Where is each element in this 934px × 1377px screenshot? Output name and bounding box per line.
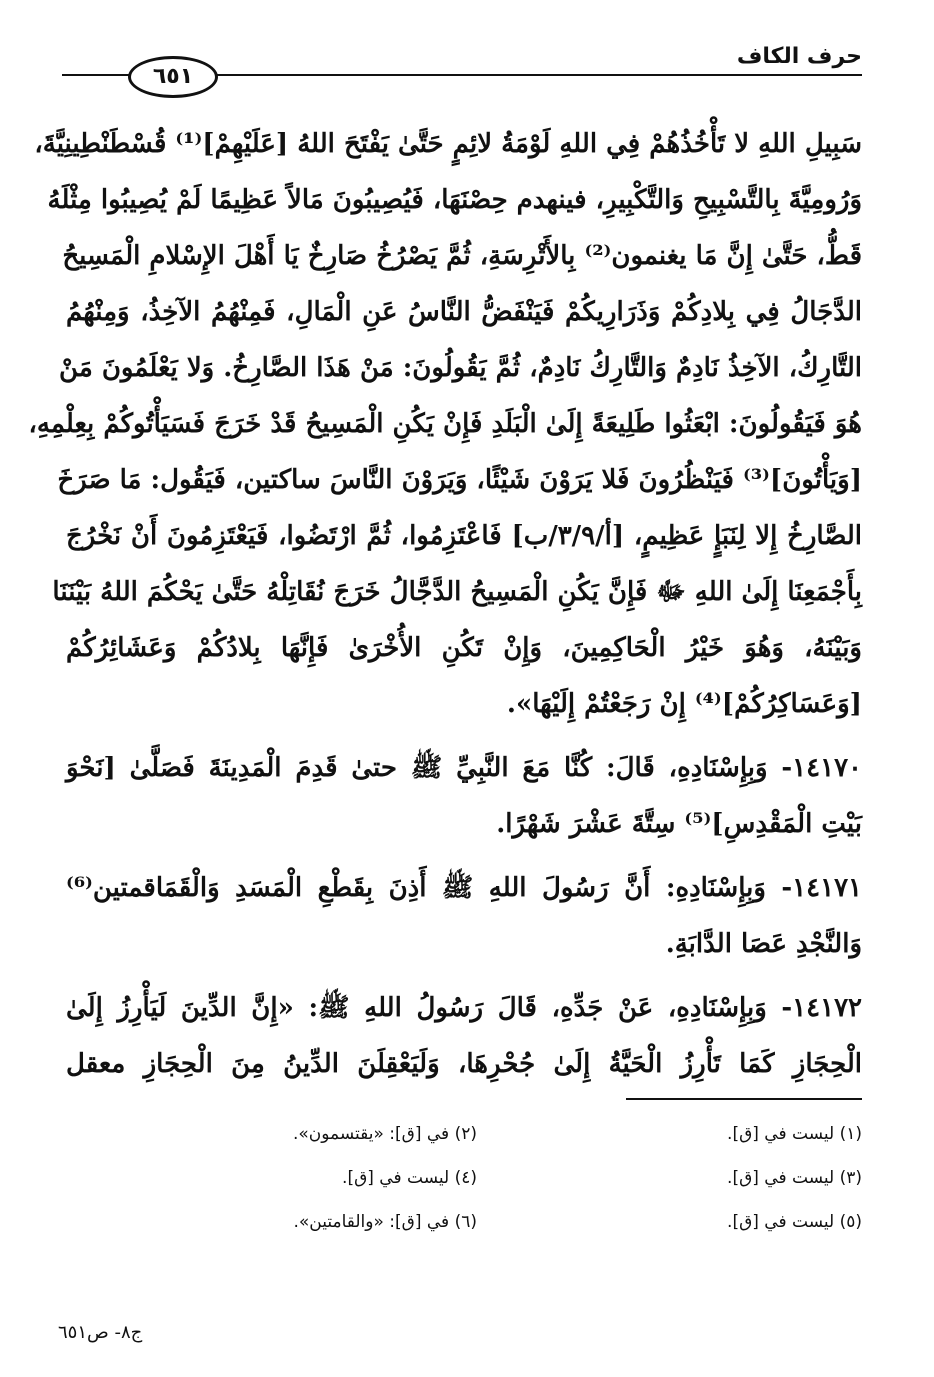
text-line: [وَيَأْتُونَ]⁽³⁾ فَيَنْظُرُونَ فَلا يَرَوْنَ شَيْئًا، وَيَرَوْنَ النَّاسَ ساكتين، فَيَقُول: مَا صَرَخَ <box>57 465 862 495</box>
footnote-row <box>66 1200 862 1244</box>
text-line: ١٤١٧٠- وَبِإِسْنَادِهِ، قَالَ: كُنَّا مَعَ النَّبِيِّ ﷺ حتىٰ قَدِمَ الْمَدِينَةَ فَصَلَّىٰ [نَحْوَ <box>66 753 862 783</box>
text-line: ١٤١٧٢- وَبِإِسْنَادِهِ، عَنْ جَدِّهِ، قَالَ رَسُولُ اللهِ ﷺ: «إِنَّ الدِّينَ لَيَأْرِزُ إِلَىٰ <box>66 993 862 1023</box>
footnote: (١) ليست في [ق]. <box>727 1124 862 1144</box>
text-line: [وَعَسَاكِرُكُمْ]⁽⁴⁾ إِنْ رَجَعْتُمْ إِلَيْهَا». <box>506 689 862 719</box>
paragraph-continuation <box>28 116 862 732</box>
footnotes <box>66 1112 862 1244</box>
footnote: (٥) ليست في [ق]. <box>727 1212 862 1232</box>
hadith-14171 <box>66 860 862 972</box>
footnote: (٦) في [ق]: «والقامتين». <box>293 1212 477 1232</box>
footnote-separator <box>626 1098 862 1100</box>
text-line: الصَّارِخُ إِلا لِنَبَإٍ عَظِيمٍ، [أ/٣/٩/ب] فَاعْتَزِمُوا، ثُمَّ ارْتَضُوا، فَيَعْتَزِمُونَ أَنْ نَخْرُجَ <box>66 521 862 551</box>
text-line: الْحِجَازِ كَمَا تَأْرِزُ الْحَيَّةُ إِلَىٰ جُحْرِهَا، وَلَيَعْقِلَنَ الدِّينُ مِنَ الْحِجَازِ معقل <box>66 1049 862 1079</box>
text-line: وَرُومِيَّةَ بِالتَّسْبِيحِ وَالتَّكْبِيرِ، فينهدم حِصْنَهَا، فَيُصِيبُونَ مَالاً عَظِيمًا لَمْ يُصِيبُوا مِثْلَهُ <box>47 185 862 215</box>
text-line: وَالنَّجْدِ عَصَا الدَّابَةِ. <box>665 929 862 959</box>
footnote-row <box>66 1156 862 1200</box>
text-line: قَطُّ، حَتَّىٰ إِنَّ مَا يغنمون⁽²⁾ بِالأَتْرِسَةِ، ثُمَّ يَصْرُخُ صَارِخٌ يَا أَهْلَ الإِسْلامِ الْمَسِيحُ <box>62 241 862 271</box>
text-line: بِأَجْمَعِنَا إِلَىٰ اللهِ ﷻ فَإِنَّ يَكُنِ الْمَسِيحُ الدَّجَّالُ خَرَجَ نُقَاتِلْهُ حَتَّىٰ يَحْكُمَ اللهُ بَيْنَنَا <box>52 577 862 607</box>
footnote: (٣) ليست في [ق]. <box>727 1168 862 1188</box>
hadith-14170 <box>66 740 862 852</box>
text-line: بَيْتِ الْمَقْدِسِ]⁽⁵⁾ سِتَّةَ عَشْرَ شَهْرًا. <box>496 809 862 839</box>
main-text <box>28 116 862 1100</box>
footnote: (٤) ليست في [ق]. <box>342 1168 477 1188</box>
text-line: سَبِيلِ اللهِ لا تَأْخُذُهُمْ فِي اللهِ لَوْمَةُ لائِمٍ حَتَّىٰ يَفْتَحَ اللهُ [عَلَيْهِمْ]⁽¹⁾ قُسْطَنْطِينِيَّةَ، <box>34 129 862 159</box>
text-line: التَّارِكُ، الآخِذُ نَادِمٌ وَالتَّارِكُ نَادِمٌ، ثُمَّ يَقُولُونَ: مَنْ هَذَا الصَّارِخُ. وَلا يَعْلَمُونَ مَنْ <box>59 353 862 383</box>
page-number-badge: ٦٥١ <box>128 56 218 98</box>
footnote-row <box>66 1112 862 1156</box>
volume-page-reference: ج٨- ص٦٥١ <box>58 1322 143 1343</box>
chapter-title: حرف الكاف <box>736 44 862 69</box>
text-line: هُوَ فَيَقُولُونَ: ابْعَثُوا طَلِيعَةً إِلَىٰ الْبَلَدِ فَإِنْ يَكُنِ الْمَسِيحُ قَدْ خَرَجَ فَسَيَأْتُوكُمْ بِعِلْمِهِ، <box>28 409 862 439</box>
hadith-14172 <box>66 980 862 1092</box>
text-line: ١٤١٧١- وَبِإِسْنَادِهِ: أَنَّ رَسُولَ اللهِ ﷺ أَذِنَ بِقَطْعِ الْمَسَدِ وَالْقَمَاقمتين⁽⁶⁾ <box>66 873 862 903</box>
text-line: الدَّجَالُ فِي بِلادِكُمْ وَذَرَارِيكُمْ فَيَنْفَضُّ النَّاسُ عَنِ الْمَالِ، فَمِنْهُمُ الآخِذُ، وَمِنْهُمُ <box>66 297 862 327</box>
text-line: وَبَيْنَهُ، وَهُوَ خَيْرُ الْحَاكِمِينَ، وَإِنْ تَكُنِ الأُخْرَىٰ فَإِنَّهَا بِلادُكُمْ وَعَشَائِرُكُمْ <box>66 633 862 663</box>
footnote: (٢) في [ق]: «يقتسمون». <box>292 1124 477 1144</box>
